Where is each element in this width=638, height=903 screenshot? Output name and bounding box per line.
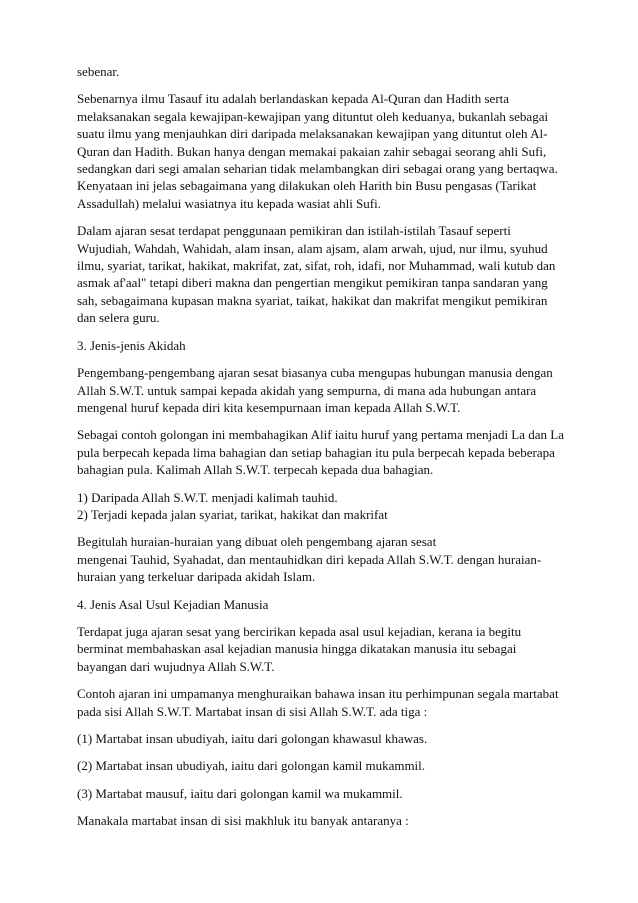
list-item-martabat-2: (2) Martabat insan ubudiyah, iaitu dari golongan kamil mukammil. [77,758,426,774]
section-heading-akidah: 3. Jenis-jenis Akidah [77,337,186,353]
paragraph-alif-example: Sebagai contoh golongan ini membahagikan Alif iaitu huruf yang pertama menjadi La dan La pula berpecah kepada lima bahagian dan setiap bahagian itu pula berpecah kepada beberapa bahagian pula. Kalimah Allah S.W.T. terpecah kepada dua bahagian. [77,427,564,478]
paragraph-martabat-makhluk: Manakala martabat insan di sisi makhluk itu banyak antaranya : [77,813,409,829]
paragraph-akidah-intro: Pengembang-pengembang ajaran sesat biasanya cuba mengupas hubungan manusia dengan Allah S.W.T. untuk sampai kepada akidah yang sempurna, di mana ada hubungan antara mengenal huruf kepada diri kita kesempurnaan iman kepada Allah S.W.T. [77,365,553,415]
section-heading-asal-usul: 4. Jenis Asal Usul Kejadian Manusia [77,596,269,612]
paragraph-continuation: sebenar. [77,64,120,79]
paragraph-tasauf-terms: Dalam ajaran sesat terdapat penggunaan pemikiran dan istilah-istilah Tasauf seperti Wujudiah, Wahdah, Wahidah, alam insan, alam ajsam, alam arwah, ujud, nur ilmu, syuhud ilmu, syariat, tarikat, hakikat, makrifat, zat, sifat, roh, idafi, nor Muhammad, wali kutub dan asmak af'aal" tetapi diberi makna dan pengertian mengikut pemikiran tanpa sandaran yang sah, sebagaimana kupasan makna syariat, taikat, hakikat dan makrifat mengikut pemikiran dan selera guru. [77,223,556,326]
paragraph-tasauf-basis: Sebenarnya ilmu Tasauf itu adalah berlandaskan kepada Al-Quran dan Hadith serta melaksanakan segala kewajipan-kewajipan yang dituntut oleh keduanya, bukanlah sebagai suatu ilmu yang menjauhkan diri daripada melaksanakan kewajipan yang dituntut oleh Al- Quran dan Hadith. Bukan hanya dengan memakai pakaian zahir sebagai seorang ahli Sufi, sedangkan dari segi amalan seharian tidak melambangkan diri sebagai orang yang bertaqwa. Kenyataan ini jelas sebagaimana yang dilakukan oleh Harith bin Busu pengasas (Tarikat Assadullah) melalui wasiatnya itu kepada wasiat ahli Sufi. [77,91,558,211]
numbered-list-kalimah: 1) Daripada Allah S.W.T. menjadi kalimah tauhid. 2) Terjadi kepada jalan syariat, tarikat, hakikat dan makrifat [77,489,388,522]
paragraph-asal-usul: Terdapat juga ajaran sesat yang bercirikan kepada asal usul kejadian, kerana ia begitu berminat membahaskan asal kejadian manusia hingga dikatakan manusia itu sebagai bayangan dari wujudnya Allah S.W.T. [77,623,522,674]
list-item-martabat-1: (1) Martabat insan ubudiyah, iaitu dari golongan khawasul khawas. [77,731,428,746]
list-item-martabat-3: (3) Martabat mausuf, iaitu dari golongan kamil wa mukammil. [77,785,403,801]
paragraph-martabat-intro: Contoh ajaran ini umpamanya menghuraikan bahawa insan itu perhimpunan segala martabat pada sisi Allah S.W.T. Martabat insan di sisi Allah S.W.T. ada tiga : [77,686,559,719]
paragraph-huraian: Begitulah huraian-huraian yang dibuat oleh pengembang ajaran sesat mengenai Tauhid, Syahadat, dan mentauhidkan diri kepada Allah S.W.T. dengan huraian- huraian yang terkeluar daripada akidah Islam. [77,534,542,585]
document-page [77,63,572,840]
